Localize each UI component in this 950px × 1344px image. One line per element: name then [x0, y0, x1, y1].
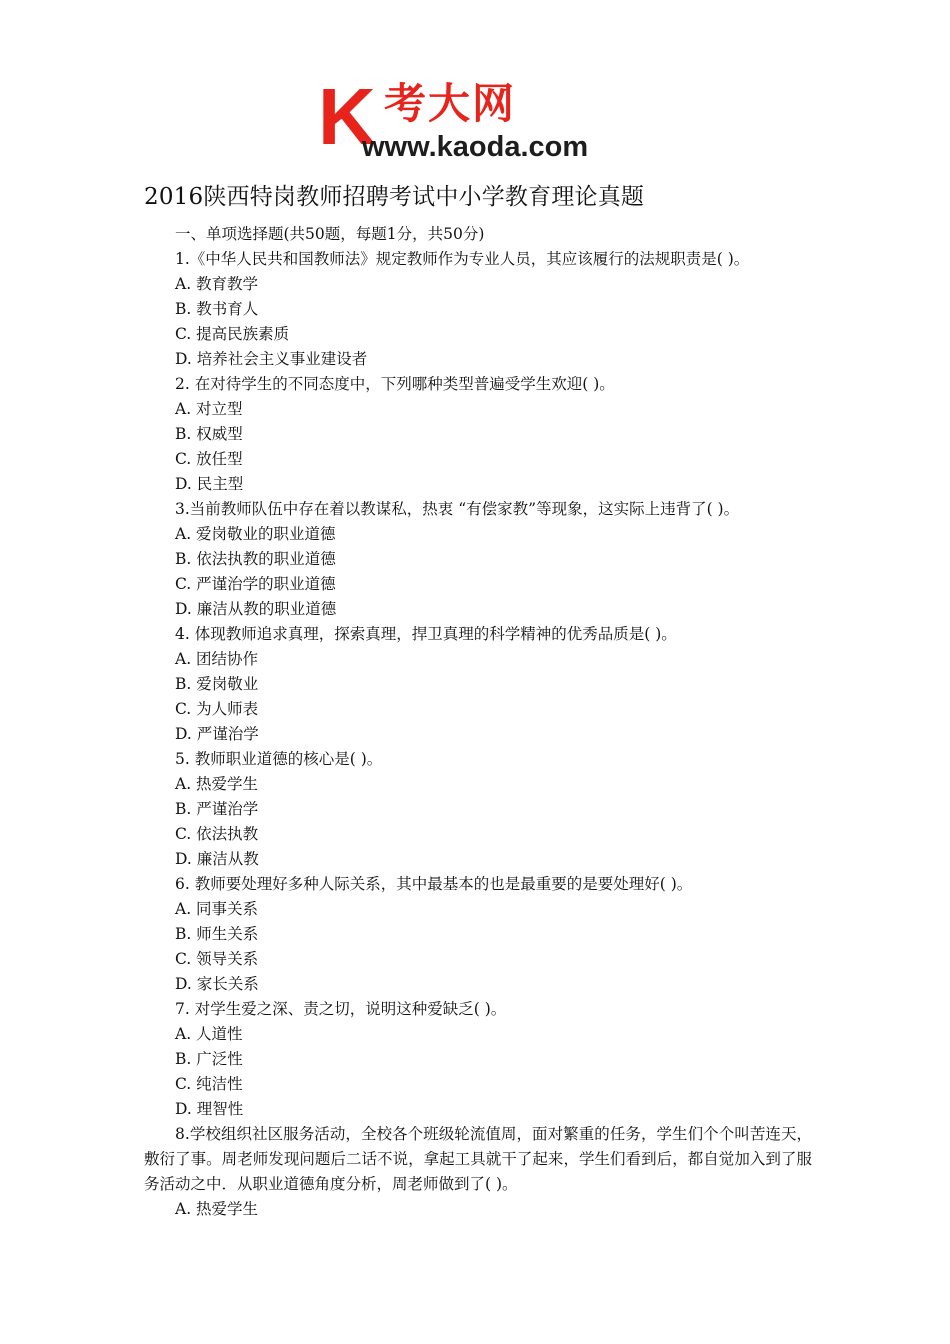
answer-option: B. 师生关系: [175, 925, 259, 943]
exam-content: [144, 222, 812, 1222]
answer-option: C. 提高民族素质: [175, 325, 290, 343]
question-stem: 2. 在对待学生的不同态度中，下列哪种类型普遍受学生欢迎( )。: [175, 375, 615, 393]
answer-option: D. 家长关系: [175, 975, 259, 993]
question-3: [144, 497, 812, 622]
question-stem: 7. 对学生爱之深、责之切，说明这种爱缺乏( )。: [175, 1000, 507, 1018]
question-2: [144, 372, 812, 497]
logo-k-letter: K: [318, 74, 376, 161]
question-stem: 3.当前教师队伍中存在着以教谋私，热衷 “有偿家教”等现象，这实际上违背了( )。: [175, 500, 740, 518]
answer-option: A. 教育教学: [175, 275, 259, 293]
question-8-stem: 8.学校组织社区服务活动，全校各个班级轮流值周，面对繁重的任务，学生们个个叫苦连天，敷衍了事。周老师发现问题后二话不说，拿起工具就干了起来，学生们看到后，都自觉加入到了服务活动之中．从职业道德角度分析，周老师做到了( )。: [144, 1125, 812, 1193]
answer-option: B. 爱岗敬业: [175, 675, 259, 693]
answer-option: D. 培养社会主义事业建设者: [175, 350, 368, 368]
answer-option: D. 廉洁从教: [175, 850, 259, 868]
question-stem: 6. 教师要处理好多种人际关系，其中最基本的也是最重要的是要处理好( )。: [175, 875, 693, 893]
question-5: [144, 747, 812, 872]
document-title: 2016陕西特岗教师招聘考试中小学教育理论真题: [144, 184, 645, 210]
answer-option: C. 依法执教: [175, 825, 259, 843]
answer-option: C. 严谨治学的职业道德: [175, 575, 336, 593]
answer-option: B. 严谨治学: [175, 800, 259, 818]
answer-option: A. 热爱学生: [175, 775, 259, 793]
answer-option: A. 人道性: [175, 1025, 243, 1043]
answer-option: D. 廉洁从教的职业道德: [175, 600, 337, 618]
question-stem: 5. 教师职业道德的核心是( )。: [175, 750, 383, 768]
question-6: [144, 872, 812, 997]
question-1: [144, 247, 812, 372]
answer-option: C. 为人师表: [175, 700, 259, 718]
question-4: [144, 622, 812, 747]
answer-option: A. 爱岗敬业的职业道德: [175, 525, 336, 543]
answer-option: D. 民主型: [175, 475, 244, 493]
question-list: [144, 247, 812, 1122]
logo-name: 考大网: [384, 79, 517, 128]
answer-option: A. 同事关系: [175, 900, 259, 918]
answer-option: A. 对立型: [175, 400, 243, 418]
question-7: [144, 997, 812, 1122]
answer-option: B. 依法执教的职业道德: [175, 550, 336, 568]
answer-option: B. 权威型: [175, 425, 243, 443]
question-stem: 1.《中华人民共和国教师法》规定教师作为专业人员，其应该履行的法规职责是( )。: [175, 250, 750, 268]
question-8-option: A. 热爱学生: [175, 1200, 259, 1218]
section-heading: 一、单项选择题(共50题，每题1分，共50分): [175, 225, 485, 243]
logo-url: www.kaoda.com: [362, 131, 589, 163]
answer-option: A. 团结协作: [175, 650, 259, 668]
answer-option: C. 领导关系: [175, 950, 259, 968]
answer-option: D. 严谨治学: [175, 725, 259, 743]
answer-option: C. 纯洁性: [175, 1075, 243, 1093]
answer-option: D. 理智性: [175, 1100, 244, 1118]
question-8: [144, 1122, 812, 1222]
answer-option: C. 放任型: [175, 450, 243, 468]
answer-option: B. 教书育人: [175, 300, 259, 318]
kaoda-logo: [318, 74, 640, 164]
question-stem: 4. 体现教师追求真理，探索真理，捍卫真理的科学精神的优秀品质是( )。: [175, 625, 677, 643]
answer-option: B. 广泛性: [175, 1050, 243, 1068]
